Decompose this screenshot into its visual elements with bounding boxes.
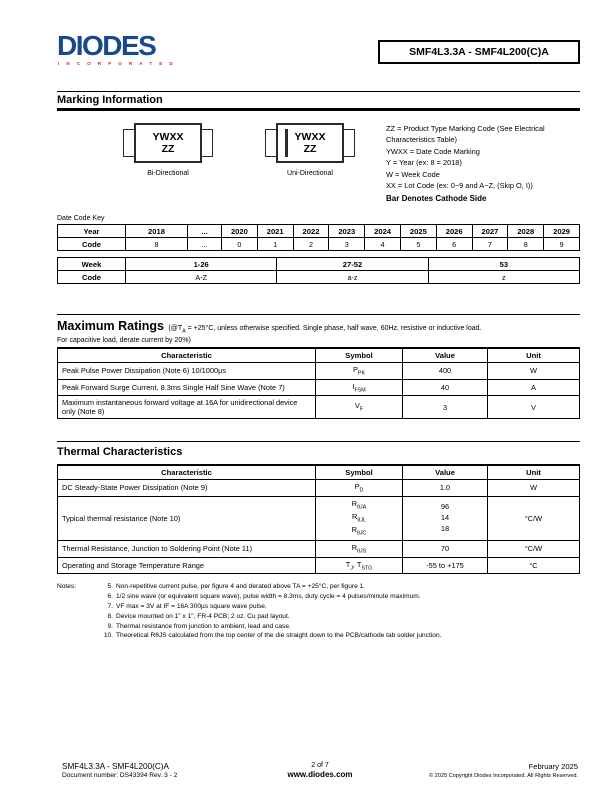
year-cell: 2018 <box>126 225 188 238</box>
table-row <box>58 271 580 284</box>
note-item: 6. 1/2 sine wave (or equivalent square wave), pulse width = 8.3ms, duty cycle = 4 pulses/minute maximum. <box>107 592 421 600</box>
table-row <box>58 496 580 540</box>
page-number: 2 of 7 <box>311 762 329 769</box>
row-label: Year <box>58 225 126 238</box>
column-header: Symbol <box>316 348 403 363</box>
diodes-logo <box>57 30 176 66</box>
code-cell: A-Z <box>126 271 277 284</box>
code-cell: 7 <box>472 238 508 251</box>
symbol-cell: $V_F$ <box>316 396 403 419</box>
code-cell: 8 <box>126 238 188 251</box>
notes-list <box>99 582 441 641</box>
table-header-row <box>58 348 580 363</box>
code-cell: z <box>428 271 579 284</box>
symbol-cell: $P_{PK}$ <box>316 363 403 379</box>
website-link[interactable]: www.diodes.com <box>287 770 353 779</box>
brand-wordmark: DIODES <box>57 30 156 61</box>
value-cell: 400 <box>403 363 488 379</box>
uni-directional-package-figure <box>265 123 355 205</box>
table-row <box>58 480 580 496</box>
thermal-characteristics-table <box>57 464 580 574</box>
footer-copyright: © 2025 Copyright Diodes Incorporated. All Rights Reserved. <box>428 773 578 779</box>
section-subtitle: ($@T_A = +25^\circ C$, unless otherwise specified. Single phase, half wave, 60Hz, resistive or inductive load. <box>168 325 482 335</box>
year-cell: 2026 <box>436 225 472 238</box>
value-cell: -55 to +175 <box>403 557 488 573</box>
notes-label: Notes: <box>57 582 77 590</box>
year-cell: 2029 <box>544 225 580 238</box>
footer-document-number: Document number: DS43394 Rev. 3 - 2 <box>62 772 178 779</box>
legend-line: YWXX = Date Code Marking <box>386 146 480 156</box>
week-cell: 53 <box>428 258 579 271</box>
year-cell: 2028 <box>508 225 544 238</box>
code-cell: 0 <box>222 238 258 251</box>
section-subtitle-line2: For capacitive load, derate current by 20%) <box>57 337 191 345</box>
footer-center <box>246 762 393 779</box>
value-cell: 40 <box>403 379 488 395</box>
characteristic-cell: Thermal Resistance, Junction to Soldering Point (Note 11) <box>58 541 316 557</box>
package-body <box>276 123 344 163</box>
year-cell: 2021 <box>257 225 293 238</box>
marking-diagrams-row <box>57 123 580 205</box>
maximum-ratings-table <box>57 347 580 419</box>
table-row <box>58 396 580 419</box>
legend-line: XX = Lot Code (ex: 0~9 and A~Z, (Skip O, I)) <box>386 181 533 191</box>
section-title: Maximum Ratings <box>57 319 164 334</box>
week-cell: 1-26 <box>126 258 277 271</box>
code-cell: a-z <box>277 271 428 284</box>
section-title: Thermal Characteristics <box>57 446 183 459</box>
column-header: Unit <box>488 348 580 363</box>
year-cell: ... <box>188 225 222 238</box>
column-header: Value <box>403 348 488 363</box>
code-cell: 6 <box>436 238 472 251</box>
note-item: 10. Theoretical RθJS calculated from the top center of the die straight down to the PCB/cathode tab solder junction. <box>103 632 442 640</box>
part-number-box: SMF4L3.3A - SMF4L200(C)A <box>378 40 580 64</box>
notes-block <box>57 582 580 641</box>
page-footer <box>0 762 612 779</box>
characteristic-cell: Peak Forward Surge Current, 8.3ms Single Half Sine Wave (Note 7) <box>58 379 316 395</box>
uni-directional-package-icon <box>265 123 355 163</box>
marking-code-line2: ZZ <box>161 143 175 155</box>
symbol-cell: $R_{\theta JS}$ <box>316 541 403 557</box>
characteristic-cell: Peak Pulse Power Dissipation (Note 6) 10/1000µs <box>58 363 316 379</box>
table-header-row <box>58 465 580 480</box>
table-row <box>58 258 580 271</box>
code-cell: 8 <box>508 238 544 251</box>
marking-legend <box>386 123 580 205</box>
thermal-characteristics-section-heading <box>57 441 580 464</box>
characteristic-cell: Maximum instantaneous forward voltage at 16A for unidirectional device only (Note 8) <box>58 396 316 419</box>
note-item: 5. Non-repetitive current pulse, per figure 4 and derated above TA = +25°C, per figure 1. <box>107 582 366 590</box>
column-header: Characteristic <box>58 465 316 480</box>
section-title: Marking Information <box>57 94 163 106</box>
legend-line: Y = Year (ex: 8 = 2018) <box>386 158 462 168</box>
table-row <box>58 238 580 251</box>
code-cell: 3 <box>329 238 365 251</box>
table-row <box>58 225 580 238</box>
unit-cell: °C <box>488 557 580 573</box>
table-row <box>58 557 580 573</box>
note-item: 8. Device mounted on 1" x 1", FR-4 PCB; 2 oz. Cu pad layout. <box>107 612 290 620</box>
column-header: Unit <box>488 465 580 480</box>
unit-cell: V <box>488 396 580 419</box>
note-item: 7. VF max = 3V at IF = 16A 300µs square wave pulse. <box>107 602 267 610</box>
value-cell: 96 14 18 <box>403 496 488 540</box>
unit-cell: A <box>488 379 580 395</box>
week-cell: 27-52 <box>277 258 428 271</box>
symbol-cell: $P_D$ <box>316 480 403 496</box>
row-label: Week <box>58 258 126 271</box>
table-row <box>58 379 580 395</box>
legend-line: ZZ = Product Type Marking Code (See Electrical Characteristics Table) <box>386 124 545 145</box>
characteristic-cell: Operating and Storage Temperature Range <box>58 557 316 573</box>
unit-cell: °C/W <box>488 496 580 540</box>
year-cell: 2022 <box>293 225 329 238</box>
marking-code-line2: ZZ <box>303 143 317 155</box>
footer-part-number: SMF4L3.3A - SMF4L200(C)A <box>62 762 169 771</box>
table-row <box>58 541 580 557</box>
row-label: Code <box>58 238 126 251</box>
unit-cell: °C/W <box>488 541 580 557</box>
figure-caption: Bi-Directional <box>147 170 189 177</box>
year-cell: 2024 <box>365 225 401 238</box>
column-header: Value <box>403 465 488 480</box>
year-cell: 2027 <box>472 225 508 238</box>
bi-directional-package-figure <box>123 123 213 205</box>
column-header: Symbol <box>316 465 403 480</box>
row-label: Code <box>58 271 126 284</box>
marking-code-line1: YWXX <box>294 130 326 143</box>
code-cell: 5 <box>400 238 436 251</box>
code-cell: 9 <box>544 238 580 251</box>
symbol-cell: $R_{\theta JA}$ $R_{\theta JL}$ $R_{\theta JC}$ <box>316 496 403 540</box>
unit-cell: W <box>488 480 580 496</box>
week-code-table <box>57 257 580 284</box>
note-item: 9. Thermal resistance from junction to ambient, lead and case. <box>107 622 291 630</box>
code-cell: 2 <box>293 238 329 251</box>
footer-date: February 2025 <box>528 762 578 771</box>
marking-code-line1: YWXX <box>152 130 184 143</box>
year-cell: 2025 <box>400 225 436 238</box>
cathode-side-note: Bar Denotes Cathode Side <box>386 193 487 203</box>
footer-left <box>62 762 246 779</box>
bi-directional-package-icon <box>123 123 213 163</box>
brand-subtitle: I N C O R P O R A T E D <box>58 60 176 66</box>
footer-right <box>394 762 578 779</box>
unit-cell: W <box>488 363 580 379</box>
figure-caption: Uni-Directional <box>287 170 333 177</box>
code-cell: 4 <box>365 238 401 251</box>
year-code-table <box>57 224 580 251</box>
marking-information-section-heading <box>57 91 580 111</box>
value-cell: 70 <box>403 541 488 557</box>
code-cell: 1 <box>257 238 293 251</box>
package-figures <box>123 123 355 205</box>
column-header: Characteristic <box>58 348 316 363</box>
value-cell: 3 <box>403 396 488 419</box>
code-cell: ... <box>188 238 222 251</box>
symbol-cell: $T_J$, $T_{STG}$ <box>316 557 403 573</box>
date-code-key-label: Date Code Key <box>57 215 105 223</box>
characteristic-cell: DC Steady-State Power Dissipation (Note 9) <box>58 480 316 496</box>
maximum-ratings-section-heading <box>57 314 580 347</box>
package-body <box>134 123 202 163</box>
symbol-cell: $I_{FSM}$ <box>316 379 403 395</box>
page-header <box>57 30 580 83</box>
year-cell: 2023 <box>329 225 365 238</box>
legend-line: W = Week Code <box>386 169 440 179</box>
value-cell: 1.0 <box>403 480 488 496</box>
cathode-bar-icon <box>285 129 288 157</box>
table-row <box>58 363 580 379</box>
characteristic-cell: Typical thermal resistance (Note 10) <box>58 496 316 540</box>
year-cell: 2020 <box>222 225 258 238</box>
